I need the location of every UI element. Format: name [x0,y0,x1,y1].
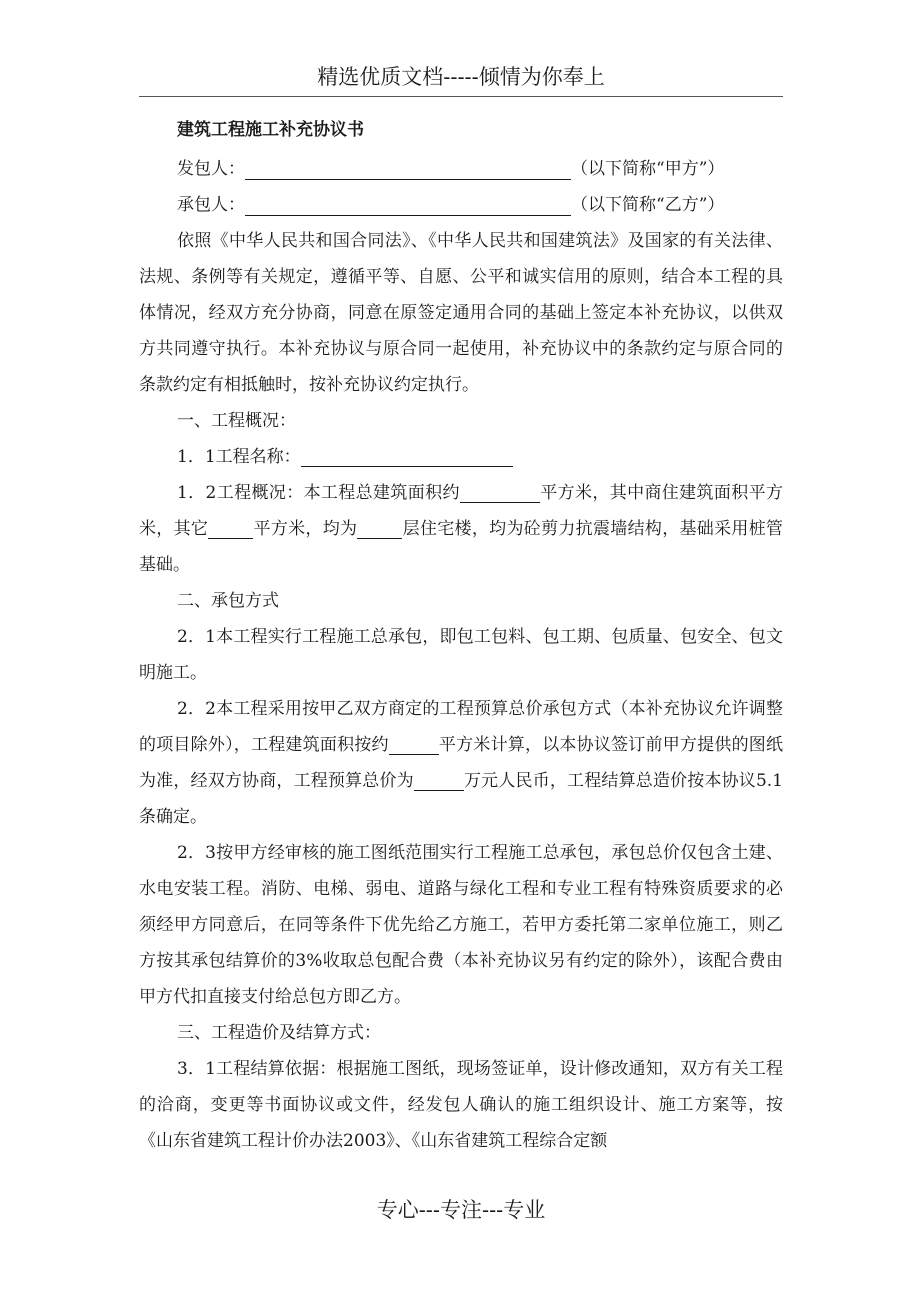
party-contractor [139,187,783,223]
clause-1-2 [139,475,783,583]
intro-paragraph: 依照《中华人民共和国合同法》、《中华人民共和国建筑法》及国家的有关法律、法规、条例等有关规定，遵循平等、自愿、公平和诚实信用的原则，结合本工程的具体情况，经双方充分协商，同意在原签定通用合同的基础上签定本补充协议，以供双方共同遵守执行。本补充协议与原合同一起使用，补充协议中的条款约定与原合同的条款约定有相抵触时，按补充协议约定执行。 [139,231,783,395]
clause-1-2-part-a: 1．2工程概况：本工程总建筑面积约 [177,483,460,503]
header-divider [139,96,783,97]
page-header: 精选优质文档-----倾情为你奉上 [317,65,605,89]
clause-2-1: 2．1本工程实行工程施工总承包，即包工包料、包工期、包质量、包安全、包文明施工。 [139,627,783,683]
clause-1-2-part-b: 平方米，其中商住建筑面积平方米，其它 [139,483,784,539]
section-3-heading: 三、工程造价及结算方式： [177,1023,381,1043]
other-area-blank [208,516,253,539]
party-employer [139,151,783,187]
building-area-blank [389,732,439,755]
clause-2-2-part-b: 平方米计算，以本协议签订前甲方提供的图纸为准，经双方协商，工程预算总价为 [139,735,784,791]
party-employer-suffix: （以下简称“甲方”） [571,159,725,179]
section-2-heading: 二、承包方式 [177,591,279,611]
party-contractor-suffix: （以下简称“乙方”） [571,195,725,215]
section-1-heading: 一、工程概况： [177,411,296,431]
document-body [139,115,783,1159]
clause-1-2-part-c: 平方米，均为 [253,519,358,539]
total-area-blank [460,480,540,503]
page-footer: 专心---专注---专业 [376,1198,546,1222]
clause-2-2-part-c: 万元人民币，工程结算总造价按本协议5.1条确定。 [139,771,783,827]
clause-1-1-label: 1．1工程名称： [177,447,301,467]
clause-2-2 [139,691,783,835]
party-contractor-blank [245,193,571,216]
clause-1-1 [139,439,783,475]
document-title: 建筑工程施工补充协议书 [177,120,364,140]
clause-3-1: 3．1工程结算依据：根据施工图纸，现场签证单，设计修改通知，双方有关工程的洽商，变更等书面协议或文件，经发包人确认的施工组织设计、施工方案等，按《山东省建筑工程计价办法2003》、《山东省建筑工程综合定额 [139,1059,783,1151]
clause-2-2-part-a: 2．2本工程采用按甲乙双方商定的工程预算总价承包方式（本补充协议允许调整的项目除外），工程建筑面积按约 [139,699,783,755]
budget-price-blank [414,768,464,791]
floor-count-blank [357,516,402,539]
clause-1-2-part-d: 层住宅楼，均为砼剪力抗震墙结构，基础采用桩管基础。 [139,519,784,575]
party-employer-label: 发包人： [177,159,245,179]
party-employer-blank [245,157,571,180]
clause-2-3: 2．3按甲方经审核的施工图纸范围实行工程施工总承包，承包总价仅包含土建、水电安装工程。消防、电梯、弱电、道路与绿化工程和专业工程有特殊资质要求的必须经甲方同意后，在同等条件下优先给乙方施工，若甲方委托第二家单位施工，则乙方按其承包结算价的3%收取总包配合费（本补充协议另有约定的除外），该配合费由甲方代扣直接支付给总包方即乙方。 [139,843,783,1007]
party-contractor-label: 承包人： [177,195,245,215]
project-name-blank [301,444,513,467]
